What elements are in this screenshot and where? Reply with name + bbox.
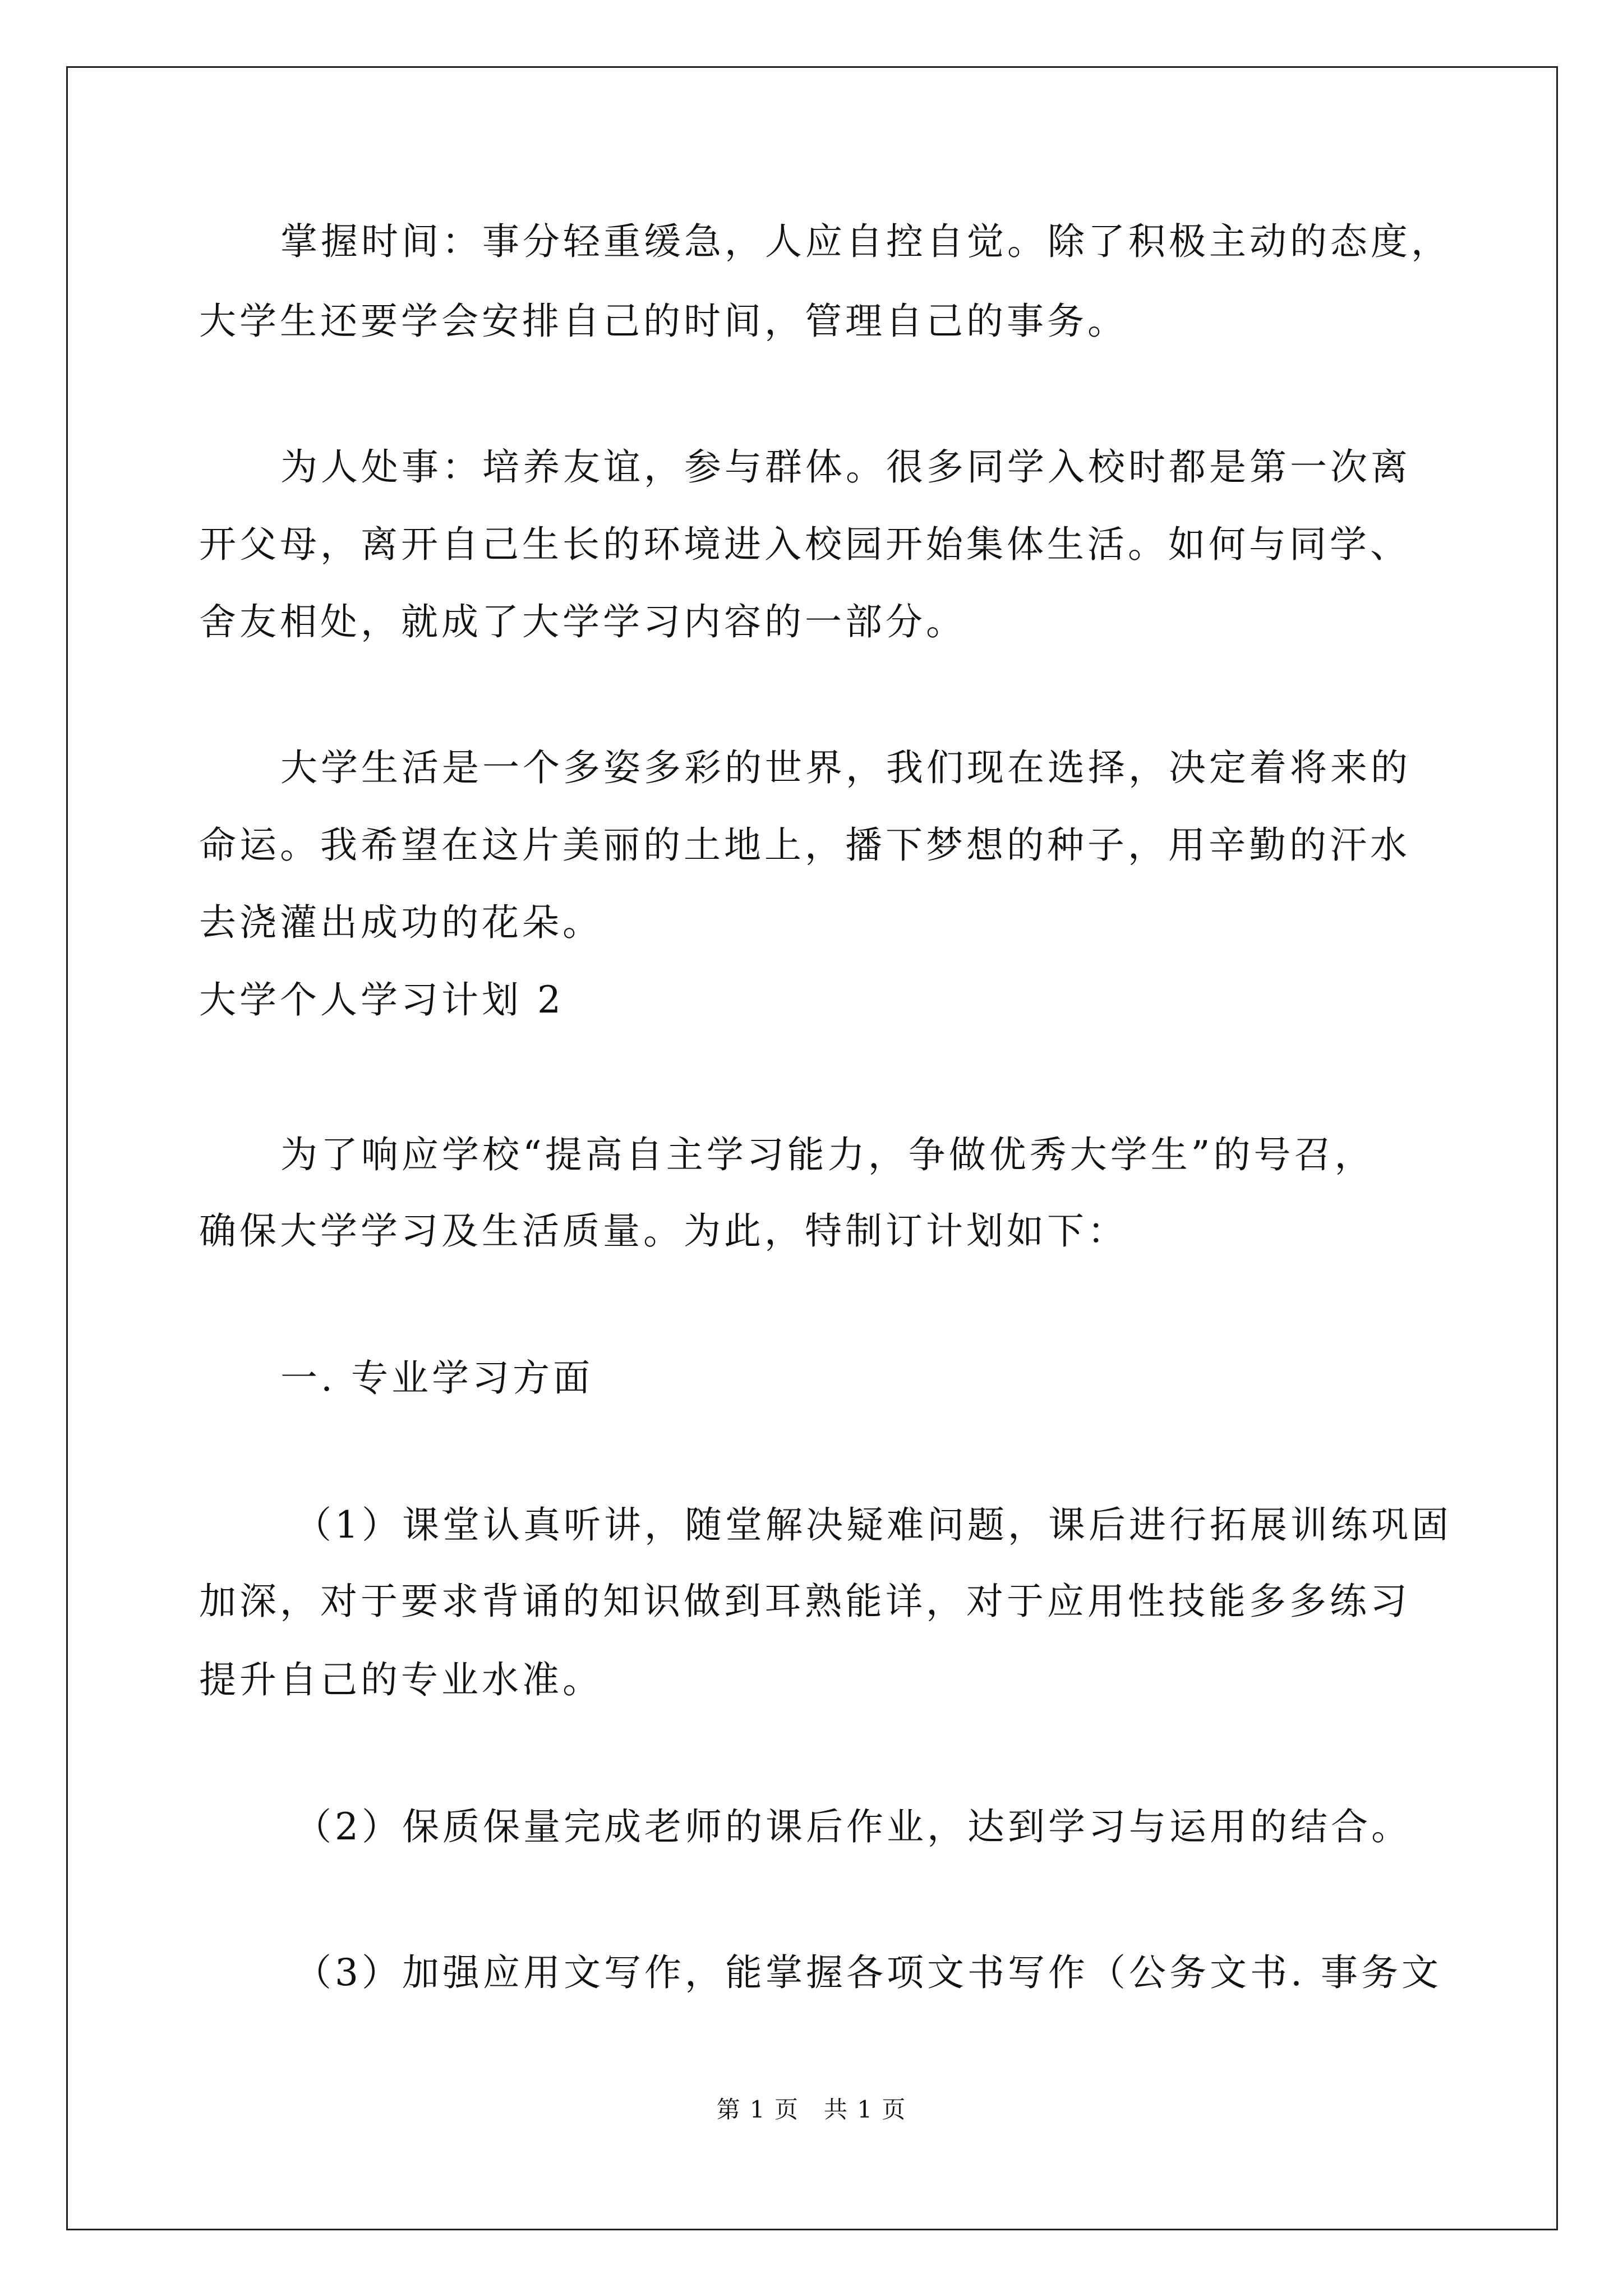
paragraph-line: 为人处事：培养友谊，参与群体。很多同学入校时都是第一次离 — [280, 445, 1411, 489]
page-footer: 第 1 页 共 1 页 — [716, 2096, 907, 2123]
paragraph-line: 为了响应学校“提高自主学习能力，争做优秀大学生”的号召， — [280, 1133, 1375, 1176]
subheading: 一. 专业学习方面 — [280, 1356, 593, 1400]
paragraph-line: 舍友相处，就成了大学学习内容的一部分。 — [199, 600, 966, 643]
section-title: 大学个人学习计划 2 — [199, 978, 564, 1022]
paragraph-line: 去浇灌出成功的花朵。 — [199, 901, 603, 944]
list-item-line: 提升自己的专业水准。 — [199, 1658, 603, 1701]
list-item-line: （1）课堂认真听讲，随堂解决疑难问题，课后进行拓展训练巩固 — [294, 1503, 1452, 1547]
paragraph-line: 大学生活是一个多姿多彩的世界，我们现在选择，决定着将来的 — [280, 746, 1411, 789]
paragraph-line: 命运。我希望在这片美丽的土地上，播下梦想的种子，用辛勤的汗水 — [199, 823, 1410, 867]
paragraph-line: 掌握时间：事分轻重缓急，人应自控自觉。除了积极主动的态度， — [280, 220, 1451, 263]
list-item-line: 加深，对于要求背诵的知识做到耳熟能详，对于应用性技能多多练习 — [199, 1580, 1410, 1623]
paragraph-line: 大学生还要学会安排自己的时间，管理自己的事务。 — [199, 300, 1128, 343]
paragraph-line: 开父母，离开自己生长的环境进入校园开始集体生活。如何与同学、 — [199, 523, 1410, 566]
list-item: （3）加强应用文写作，能掌握各项文书写作（公务文书. 事务文 — [294, 1951, 1442, 1994]
paragraph-line: 确保大学学习及生活质量。为此，特制订计划如下： — [199, 1209, 1128, 1253]
list-item: （2）保质保量完成老师的课后作业，达到学习与运用的结合。 — [294, 1805, 1412, 1848]
